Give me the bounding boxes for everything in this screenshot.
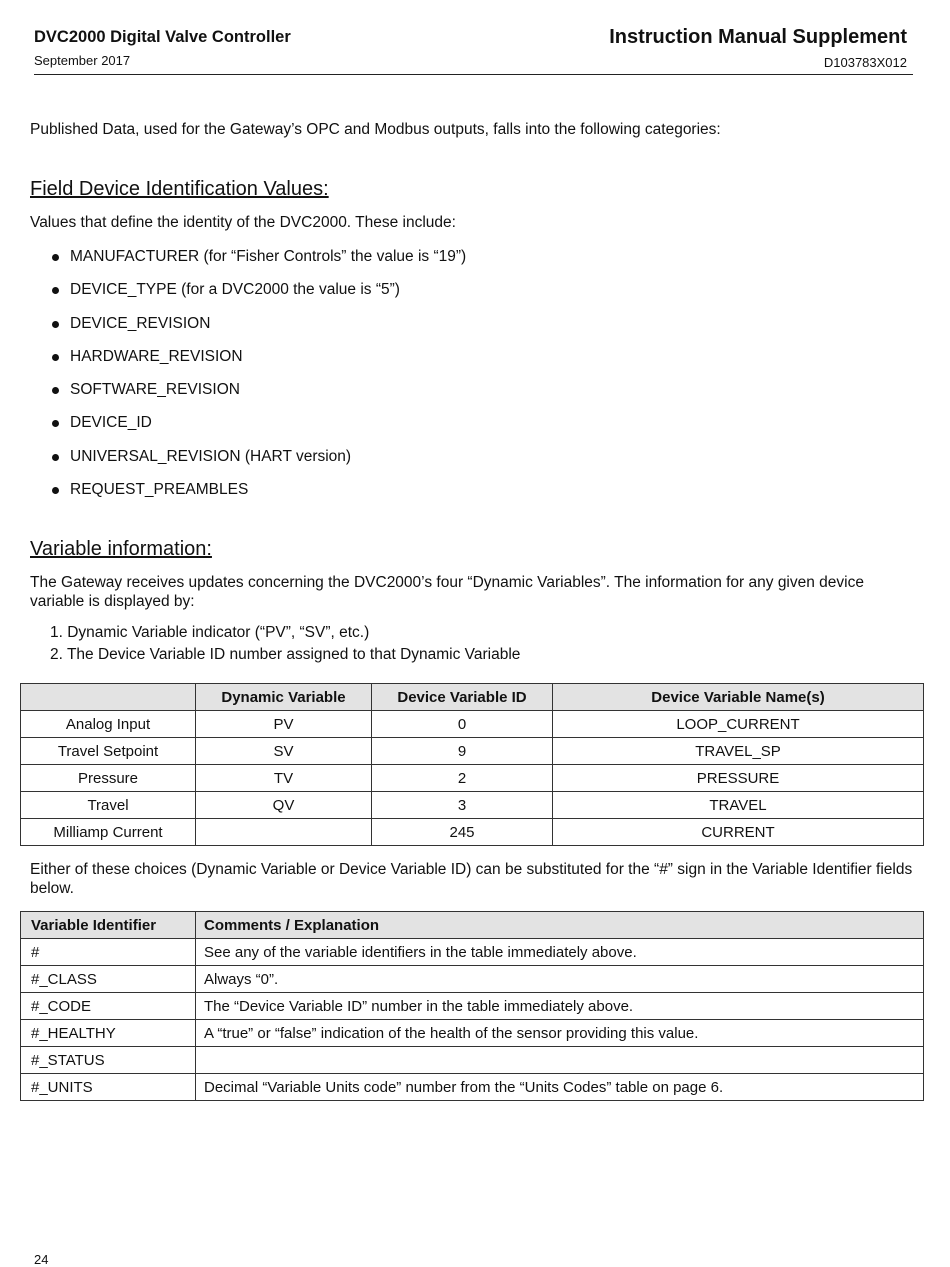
table-cell: 0 bbox=[372, 711, 553, 738]
document-number: D103783X012 bbox=[823, 55, 907, 70]
table-row bbox=[21, 1047, 924, 1074]
table-cell: #_STATUS bbox=[21, 1047, 196, 1074]
list-item: MANUFACTURER (for “Fisher Controls” the value is “19”) bbox=[48, 244, 466, 277]
field-device-heading: Field Device Identification Values: bbox=[30, 178, 329, 200]
table-cell bbox=[196, 819, 372, 846]
table-cell: TV bbox=[196, 765, 372, 792]
table-cell: Analog Input bbox=[21, 711, 196, 738]
table-cell: 245 bbox=[372, 819, 553, 846]
table-cell: #_CODE bbox=[21, 993, 196, 1020]
table-cell: 9 bbox=[372, 738, 553, 765]
table-cell: SV bbox=[196, 738, 372, 765]
table-cell: #_UNITS bbox=[21, 1074, 196, 1101]
page-number: 24 bbox=[34, 1252, 49, 1267]
variable-info-description: The Gateway receives updates concerning the DVC2000’s four “Dynamic Variables”. The information for any given device variable is displayed by: bbox=[30, 574, 864, 610]
table-cell: QV bbox=[196, 792, 372, 819]
variable-info-steps bbox=[50, 622, 520, 666]
variable-info-heading: Variable information: bbox=[30, 538, 212, 560]
list-item: REQUEST_PREAMBLES bbox=[48, 477, 466, 510]
table-cell: Always “0”. bbox=[196, 966, 924, 993]
table-cell: LOOP_CURRENT bbox=[553, 711, 924, 738]
list-item: DEVICE_REVISION bbox=[48, 311, 466, 344]
table-cell: #_HEALTHY bbox=[21, 1020, 196, 1047]
table-row bbox=[21, 765, 924, 792]
substitution-note: Either of these choices (Dynamic Variable or Device Variable ID) can be substituted for the “#” sign in the Variable Identifier fields below. bbox=[30, 861, 913, 897]
table-row bbox=[21, 711, 924, 738]
table-row bbox=[21, 819, 924, 846]
table-row bbox=[21, 993, 924, 1020]
table-cell: TRAVEL_SP bbox=[553, 738, 924, 765]
table-row bbox=[21, 939, 924, 966]
table-row bbox=[21, 792, 924, 819]
list-item: DEVICE_ID bbox=[48, 410, 466, 443]
table-cell: #_CLASS bbox=[21, 966, 196, 993]
product-title: DVC2000 Digital Valve Controller bbox=[34, 28, 291, 46]
table-header-row bbox=[21, 912, 924, 939]
table-cell: Pressure bbox=[21, 765, 196, 792]
table-row bbox=[21, 1020, 924, 1047]
table-row bbox=[21, 966, 924, 993]
table-cell: 3 bbox=[372, 792, 553, 819]
table-cell: PRESSURE bbox=[553, 765, 924, 792]
table-cell: # bbox=[21, 939, 196, 966]
table-header-cell: Variable Identifier bbox=[21, 912, 196, 939]
table-cell: Travel bbox=[21, 792, 196, 819]
variable-identifier-table bbox=[20, 911, 924, 1101]
field-device-list bbox=[48, 244, 466, 510]
table-cell: Decimal “Variable Units code” number from the “Units Codes” table on page 6. bbox=[196, 1074, 924, 1101]
table-cell: Travel Setpoint bbox=[21, 738, 196, 765]
table-header-cell: Device Variable ID bbox=[372, 684, 553, 711]
table-row bbox=[21, 738, 924, 765]
list-item: HARDWARE_REVISION bbox=[48, 344, 466, 377]
publication-date: September 2017 bbox=[34, 53, 131, 68]
table-cell: 2 bbox=[372, 765, 553, 792]
list-item: SOFTWARE_REVISION bbox=[48, 377, 466, 410]
table-cell: See any of the variable identifiers in the table immediately above. bbox=[196, 939, 924, 966]
table-header-cell bbox=[21, 684, 196, 711]
list-item: DEVICE_TYPE (for a DVC2000 the value is “5”) bbox=[48, 277, 466, 310]
table-cell: The “Device Variable ID” number in the table immediately above. bbox=[196, 993, 924, 1020]
table-row bbox=[21, 1074, 924, 1101]
page-header bbox=[34, 26, 913, 75]
document-type-title: Instruction Manual Supplement bbox=[609, 26, 907, 48]
intro-paragraph: Published Data, used for the Gateway’s OPC and Modbus outputs, falls into the following categories: bbox=[30, 121, 721, 138]
table-cell: TRAVEL bbox=[553, 792, 924, 819]
list-item: 1. Dynamic Variable indicator (“PV”, “SV”, etc.) bbox=[50, 624, 370, 641]
table-cell: PV bbox=[196, 711, 372, 738]
list-item: UNIVERSAL_REVISION (HART version) bbox=[48, 444, 466, 477]
table-cell: Milliamp Current bbox=[21, 819, 196, 846]
dynamic-variables-table bbox=[20, 683, 924, 846]
table-cell: CURRENT bbox=[553, 819, 924, 846]
list-item: 2. The Device Variable ID number assigned to that Dynamic Variable bbox=[50, 646, 521, 663]
field-device-description: Values that define the identity of the DVC2000. These include: bbox=[30, 214, 456, 231]
table-cell: A “true” or “false” indication of the health of the sensor providing this value. bbox=[196, 1020, 924, 1047]
table-header-cell: Dynamic Variable bbox=[196, 684, 372, 711]
table-header-cell: Comments / Explanation bbox=[196, 912, 924, 939]
table-header-row bbox=[21, 684, 924, 711]
table-cell bbox=[196, 1047, 924, 1074]
table-header-cell: Device Variable Name(s) bbox=[553, 684, 924, 711]
